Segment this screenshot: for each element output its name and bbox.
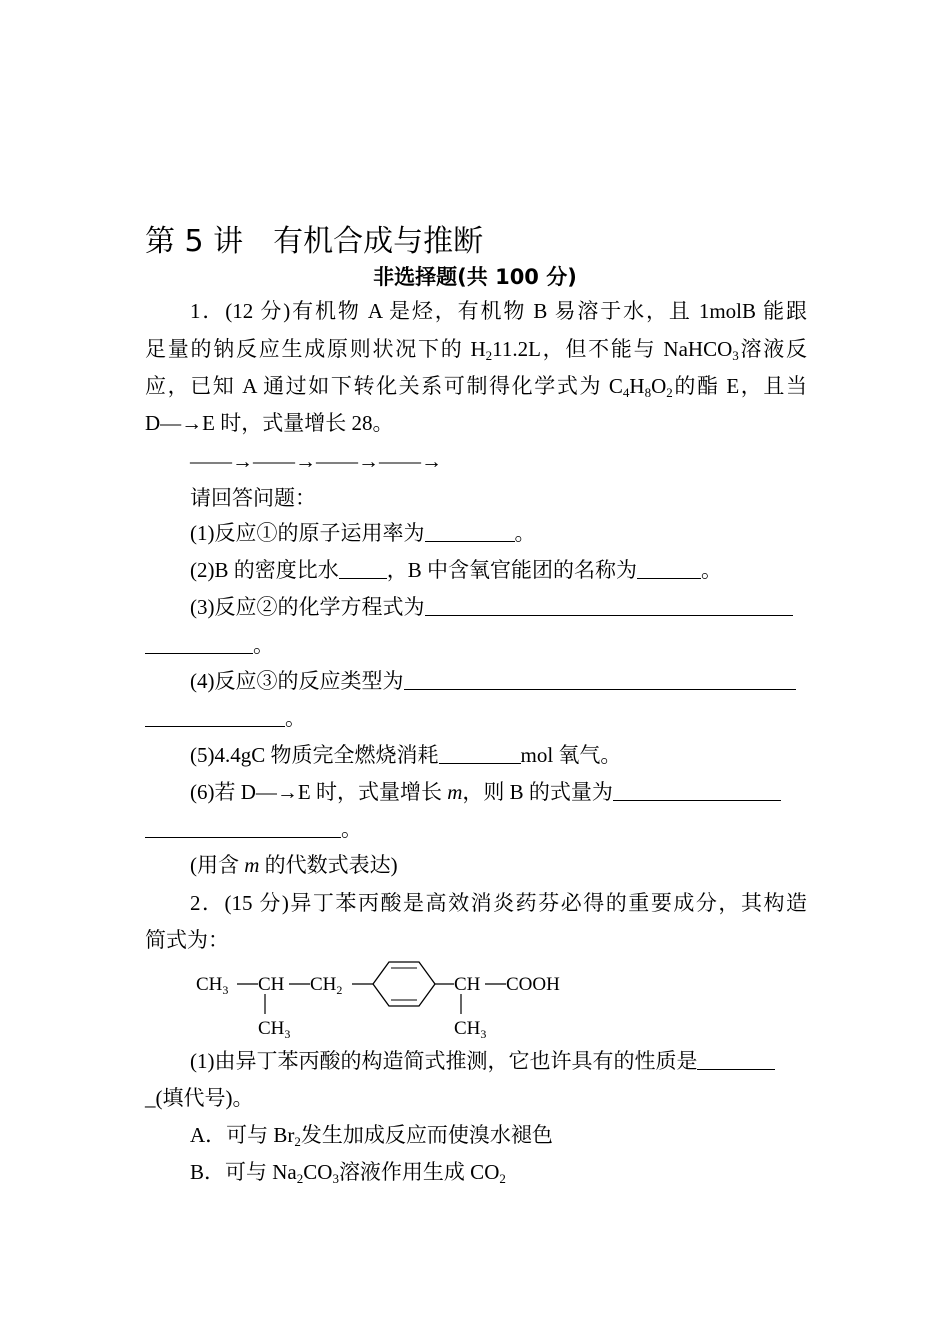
page-title [145, 222, 483, 262]
q2-option-a: A．可与 $Br_2$发生加成反应而使溴水褪色 [190, 1123, 553, 1149]
q1-reaction-arrows: ――→――→――→――→ [190, 449, 442, 473]
q2-option-b: B．可与 $Na_2CO_3$溶液作用生成 $CO_2$ [190, 1160, 506, 1186]
q1-sub6-cont: 。 [145, 816, 362, 842]
svg-text:CH3: $CH_3$ [258, 1018, 291, 1041]
svg-text:CH3: $CH_3$ [454, 1018, 487, 1041]
q1-sub3-cont: 。 [145, 632, 274, 658]
svg-text:CH3: $CH_3$ [196, 974, 229, 997]
answer-blank[interactable] [145, 633, 253, 654]
q1-sub6-note: (用含 m 的代数式表达) [190, 853, 398, 877]
answer-blank[interactable] [697, 1049, 775, 1070]
q1-sub4-cont: 。 [145, 705, 306, 731]
q1-stem-line-1: 1．(12 分)有机物 A 是烃，有机物 B 易溶于水，且 1molB 能跟 [190, 299, 807, 323]
answer-blank[interactable] [404, 669, 796, 690]
q1-sub1: (1)反应①的原子运用率为 。 [190, 521, 536, 545]
q2-stem-line-1: 2．(15 分)异丁苯丙酸是高效消炎药芬必得的重要成分，其构造 [190, 891, 807, 915]
svg-text:CH: CH [454, 974, 481, 995]
answer-blank[interactable] [425, 595, 793, 616]
q1-sub4: (4)反应③的反应类型为 [190, 668, 796, 694]
lesson-title: 有机合成与推断 [273, 224, 484, 259]
q2-stem-line-2: 简式为： [145, 928, 229, 952]
answer-blank[interactable] [613, 780, 781, 801]
q1-sub6: (6)若 D―→E 时，式量增长 m，则 B 的式量为 [190, 779, 781, 805]
q2-sub1: (1)由异丁苯丙酸的构造简式推测，它也许具有的性质是 [190, 1048, 775, 1074]
section-subtitle: 非选择题(共 100 分) [373, 265, 577, 289]
svg-text:CH: CH [258, 974, 285, 995]
lesson-number: 第 5 讲 [145, 224, 244, 259]
q1-sub3: (3)反应②的化学方程式为 [190, 594, 793, 620]
answer-blank[interactable] [439, 743, 521, 764]
q1-stem-line-3: 应，已知 A 通过如下转化关系可制得化学式为 $C_4H_8O_2$的酯 E，且当 [145, 374, 808, 400]
q1-sub2: (2)B 的密度比水 ，B 中含氧官能团的名称为 。 [190, 558, 723, 582]
answer-blank[interactable] [339, 558, 387, 579]
q1-prompt: 请回答问题： [190, 486, 316, 510]
svg-text:CH2: $CH_2$ [310, 974, 343, 997]
q2-sub1-cont: _(填代号)。 [145, 1086, 254, 1110]
ibuprofen-structure [190, 960, 590, 1042]
answer-blank[interactable] [145, 817, 341, 838]
q1-stem-line-2: 足量的钠反应生成原则状况下的 $H_211.2L$，但不能与 NaHCO$_3$溶液反 [145, 337, 807, 363]
answer-blank[interactable] [425, 521, 515, 542]
q1-stem-line-4: D―→E 时，式量增长 28。 [145, 411, 394, 435]
svg-text:COOH: COOH [506, 974, 560, 995]
answer-blank[interactable] [145, 706, 285, 727]
answer-blank[interactable] [637, 558, 701, 579]
q1-sub5: (5)4.4gC 物质完全燃烧消耗 mol 氧气。 [190, 743, 622, 767]
